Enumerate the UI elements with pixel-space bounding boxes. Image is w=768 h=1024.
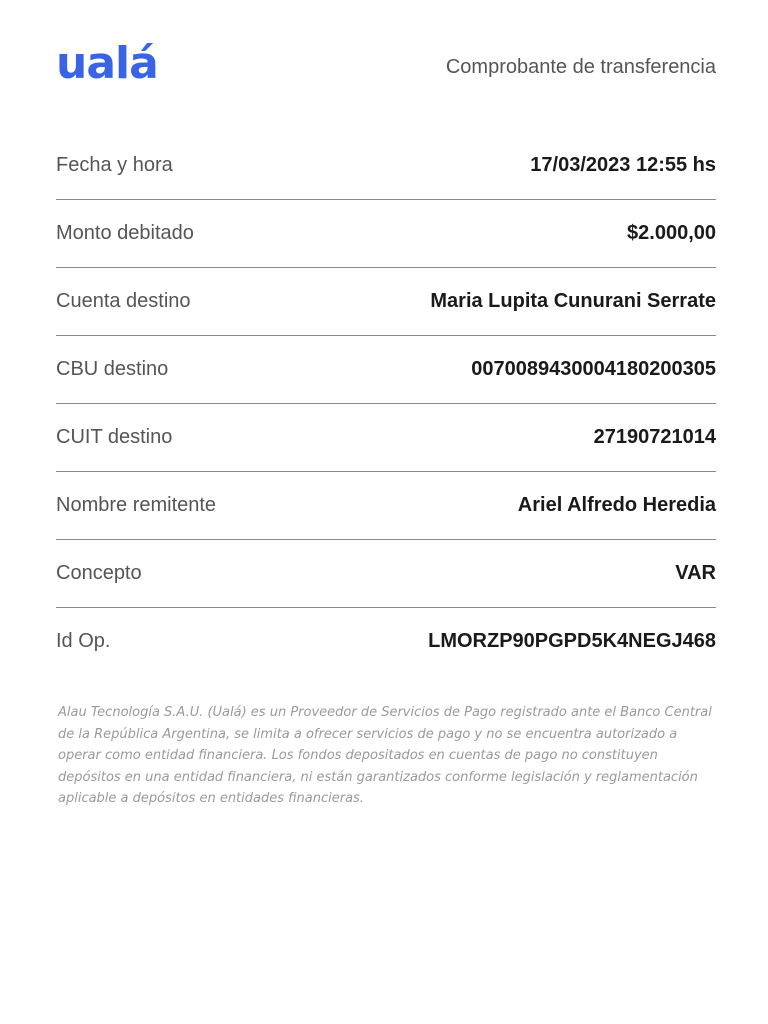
detail-label: Fecha y hora [56,154,173,176]
uala-logo: ualá [56,38,158,89]
detail-value: 27190721014 [593,426,716,448]
detail-label: Cuenta destino [56,290,191,312]
detail-value: VAR [675,562,716,584]
detail-value: Maria Lupita Cunurani Serrate [430,290,716,312]
detail-row-fecha [56,132,716,200]
detail-value: Ariel Alfredo Heredia [517,494,716,516]
detail-label: Id Op. [56,630,111,652]
detail-label: Monto debitado [56,222,194,244]
detail-row-monto [56,200,716,268]
detail-value: $2.000,00 [627,222,716,244]
transfer-details [56,132,716,676]
detail-label: Nombre remitente [56,494,217,516]
detail-row-id-op [56,608,716,676]
detail-value: 0070089430004180200305 [471,358,716,380]
legal-disclaimer: Alau Tecnología S.A.U. (Ualá) es un Proveedor de Servicios de Pago registrado ante el Banco Central de la República Argentina, se limita a ofrecer servicios de pago y no se encuentra autorizado a operar como entidad financiera. Los fondos depositados en cuentas de pago no constituyen depósitos en una entidad financiera, ni están garantizados conforme legislación y reglamentación aplicable a depósitos en entidades financieras. [58,705,712,806]
detail-label: Concepto [56,562,142,584]
detail-row-cuit [56,404,716,472]
detail-row-remitente [56,472,716,540]
detail-value: 17/03/2023 12:55 hs [530,154,716,176]
detail-label: CUIT destino [56,426,173,448]
detail-row-cuenta [56,268,716,336]
detail-row-concepto [56,540,716,608]
detail-value: LMORZP90PGPD5K4NEGJ468 [428,630,716,652]
receipt-header [56,36,716,96]
detail-row-cbu [56,336,716,404]
detail-label: CBU destino [56,358,169,380]
document-title: Comprobante de transferencia [445,56,716,78]
